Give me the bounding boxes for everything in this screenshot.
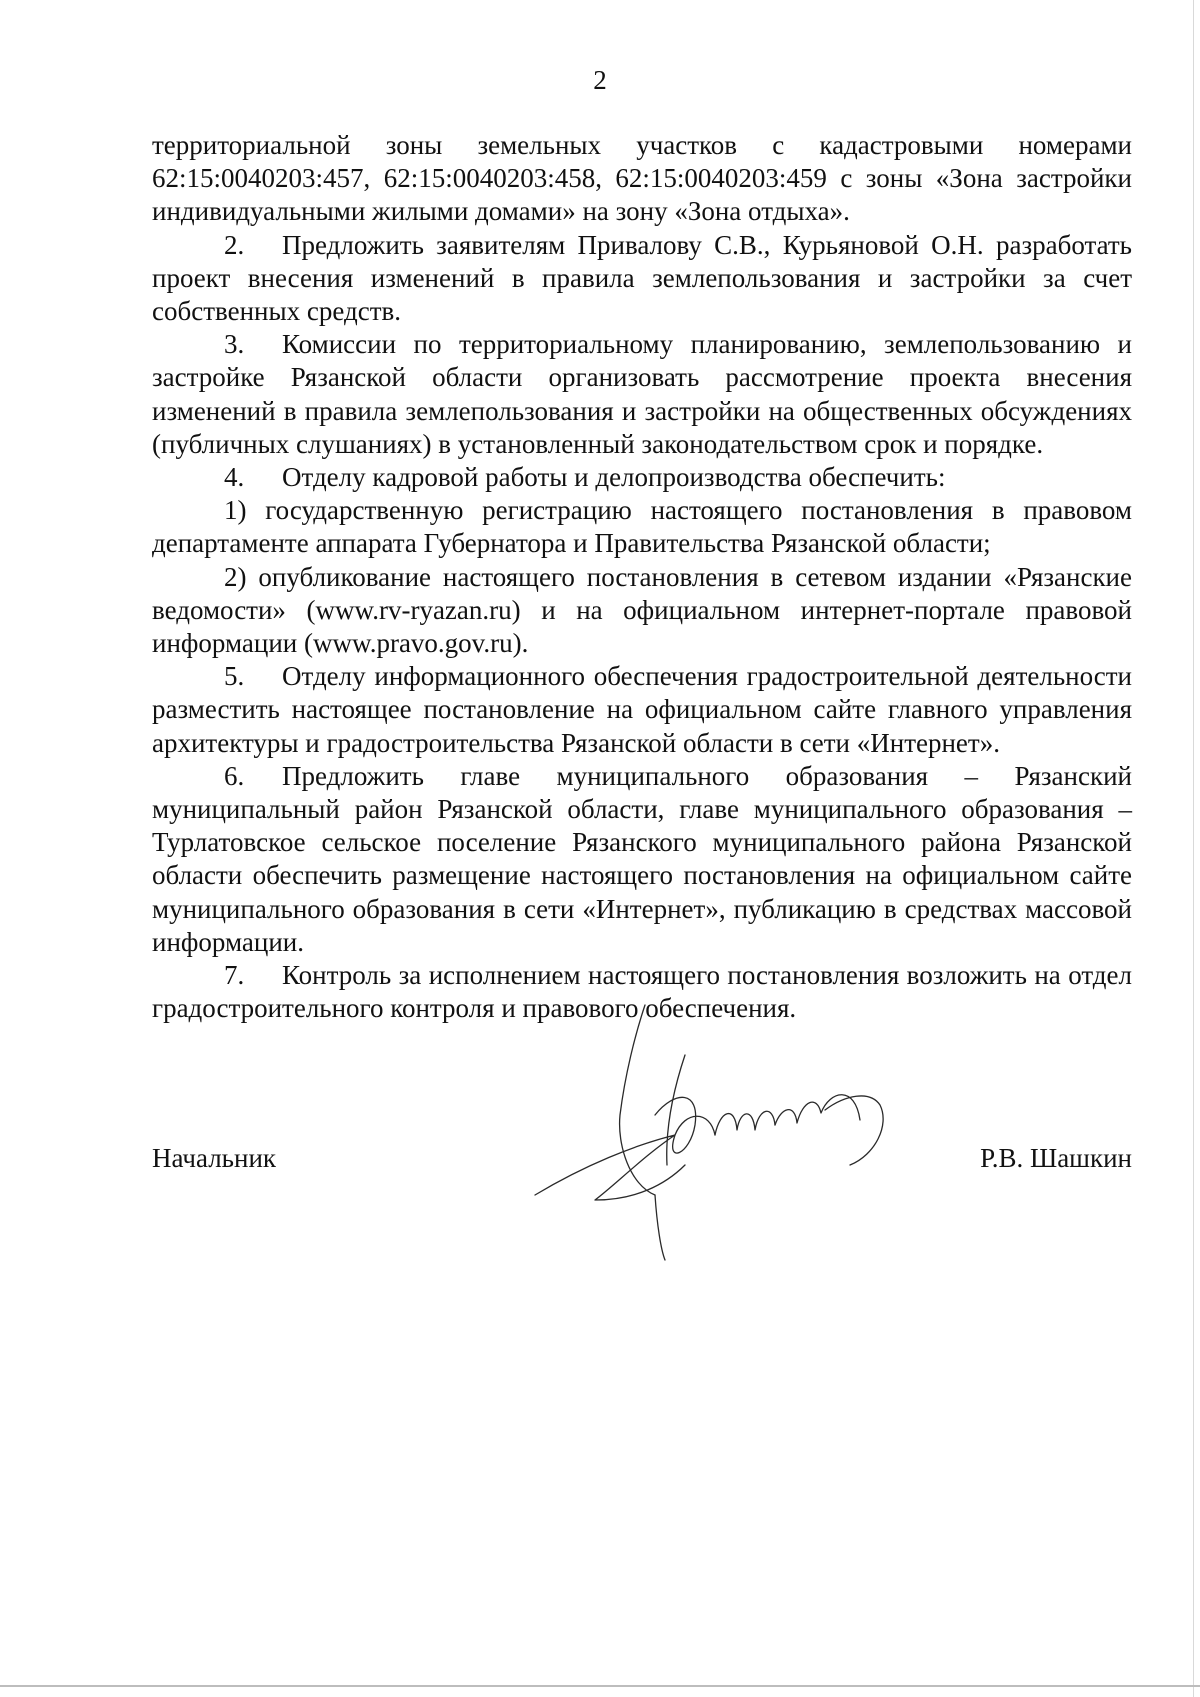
signature-stroke xyxy=(535,1135,685,1200)
paragraph-text: территориальной зоны земельных участков с кадастровыми номерами 62:15:0040203:457, 62:15:0040203:458, 62:15:0040203:459 с зоны «Зона застройки индивидуальными жилыми домами» на зону «Зона отдыха». xyxy=(152,130,1132,227)
page-number: 2 xyxy=(593,65,607,95)
paragraph-text: 2) опубликование настоящего постановления в сетевом издании «Рязанские ведомости» (www.rv-ryazan.ru) и на официальном интернет-портале правовой информации (www.pravo.gov.ru). xyxy=(152,561,1132,659)
signature-stroke xyxy=(655,1195,665,1260)
paragraph-number: 2. xyxy=(224,229,245,260)
paragraph-number: 6. xyxy=(224,760,245,791)
paragraph-number: 3. xyxy=(224,329,245,360)
paragraph-number: 5. xyxy=(224,661,245,692)
signature-stroke xyxy=(655,1097,715,1153)
signature-stroke xyxy=(825,1096,883,1165)
subparagraph-4-1 xyxy=(152,494,1132,560)
handwritten-signature xyxy=(525,995,925,1265)
signature-stroke xyxy=(667,1055,685,1165)
paragraph-number: 7. xyxy=(224,960,245,991)
subparagraph-4-2 xyxy=(152,561,1132,661)
paragraph-text: 1) государственную регистрацию настоящего постановления в правовом департаменте аппарата Губернатора и Правительства Рязанской области; xyxy=(152,495,1132,559)
scan-edge-line xyxy=(1193,0,1194,1697)
paragraph-4 xyxy=(152,461,1132,494)
paragraph-3 xyxy=(152,328,1132,461)
signatory-name: Р.В. Шашкин xyxy=(980,1143,1132,1173)
paragraph-5 xyxy=(152,660,1132,760)
paragraph-1-continuation xyxy=(152,129,1132,229)
paragraph-text: Отделу информационного обеспечения градостроительной деятельности разместить настоящее постановление на официальном сайте главного управления архитектуры и градостроительства Рязанской области в сети «Интернет». xyxy=(152,661,1132,758)
signature-stroke xyxy=(715,1111,775,1135)
paragraph-text: Отделу кадровой работы и делопроизводства обеспечить: xyxy=(282,462,946,493)
paragraph-number: 4. xyxy=(224,462,245,493)
signature-stroke xyxy=(620,1005,655,1195)
document-body xyxy=(152,129,1132,1025)
paragraph-text: Комиссии по территориальному планированию, землепользованию и застройке Рязанской области организовать рассмотрение проекта внесения изменений в правила землепользования и застройки на общественных обсуждениях (публичных слушаниях) в установленный законодательством срок и порядке. xyxy=(152,329,1132,459)
scan-bottom-line xyxy=(0,1685,1200,1687)
signature-stroke xyxy=(775,1095,860,1125)
paragraph-text: Предложить главе муниципального образования – Рязанский муниципальный район Рязанской области, главе муниципального образования – Турлатовское сельское поселение Рязанского муниципального района Рязанской области обеспечить размещение настоящего постановления на официальном сайте муниципального образования в сети «Интернет», публикацию в средствах массовой информации. xyxy=(152,760,1132,957)
paragraph-text: Контроль за исполнением настоящего постановления возложить на отдел градостроительного контроля и правового обеспечения. xyxy=(152,960,1132,1024)
paragraph-2 xyxy=(152,229,1132,329)
signatory-title: Начальник xyxy=(152,1143,277,1173)
paragraph-6 xyxy=(152,760,1132,959)
paragraph-text: Предложить заявителям Привалову С.В., Курьяновой О.Н. разработать проект внесения изменений в правила землепользования и застройки за счет собственных средств. xyxy=(152,229,1132,327)
